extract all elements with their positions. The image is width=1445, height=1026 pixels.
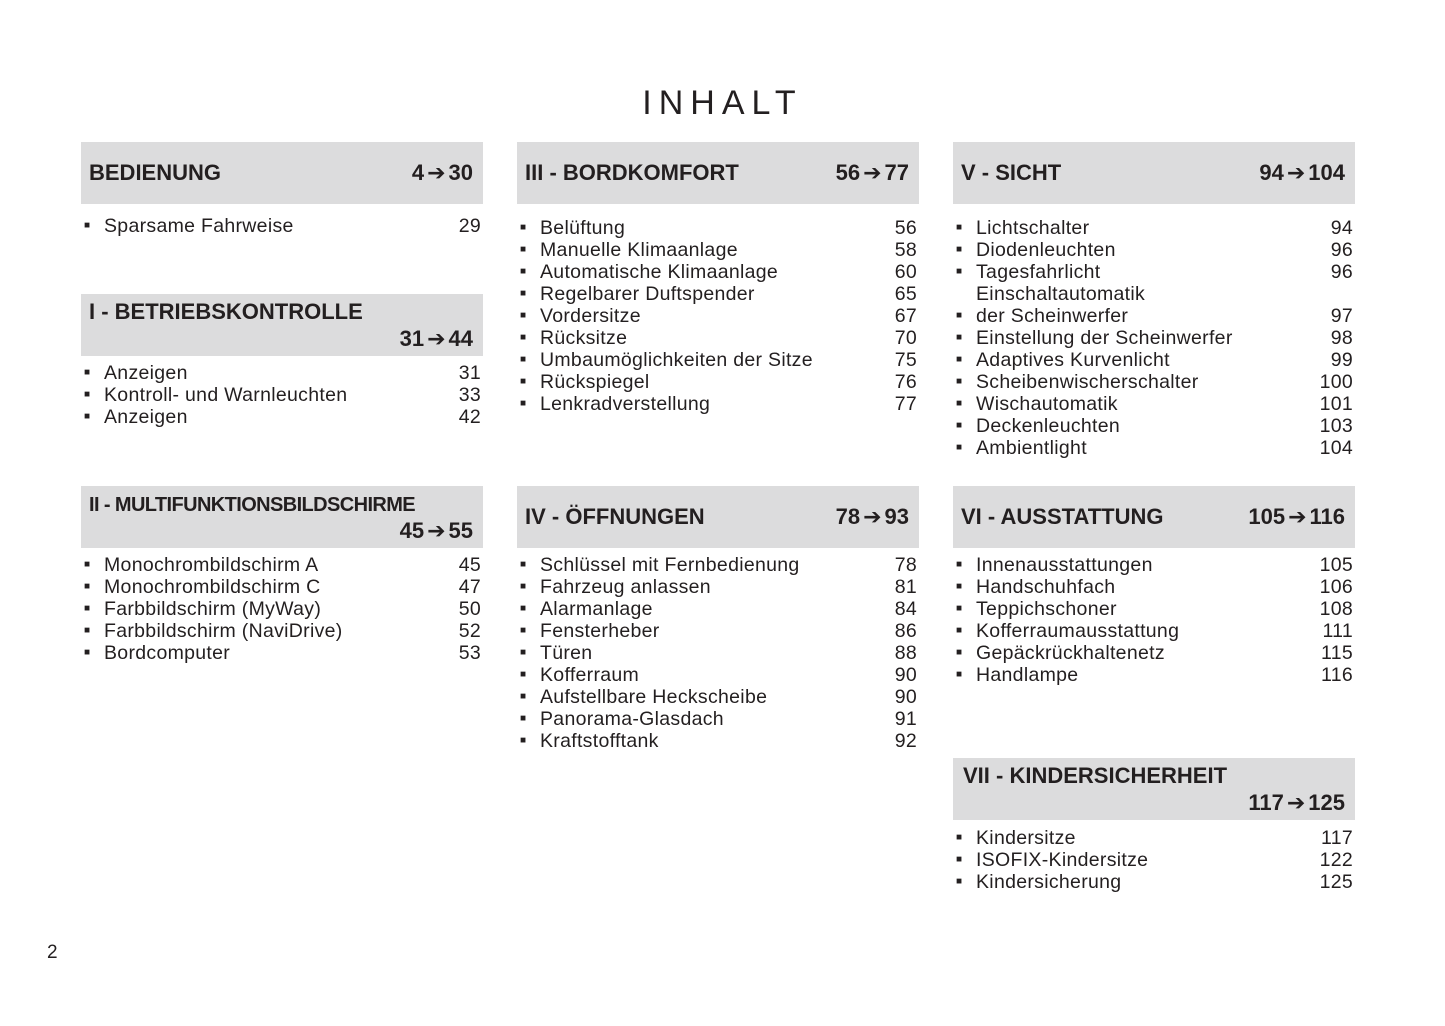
range-to: 44 bbox=[448, 326, 473, 351]
toc-entry-label bbox=[976, 349, 1331, 371]
page-range bbox=[1248, 792, 1345, 814]
toc-entry[interactable] bbox=[953, 393, 1355, 415]
toc-entry-page: 42 bbox=[458, 406, 481, 428]
toc-entry[interactable] bbox=[517, 393, 919, 415]
toc-entry-label-line: Deckenleuchten bbox=[976, 415, 1121, 437]
section-multifunktion bbox=[81, 486, 483, 664]
toc-entry[interactable] bbox=[953, 437, 1355, 459]
toc-entry[interactable] bbox=[953, 827, 1355, 849]
toc-entry-label-line: Adaptives Kurvenlicht bbox=[976, 349, 1170, 371]
bullet-square-icon: ■ bbox=[84, 220, 91, 231]
toc-entry[interactable] bbox=[953, 349, 1355, 371]
section-bedienung bbox=[81, 142, 483, 237]
toc-entry-label bbox=[540, 217, 895, 239]
toc-entry-page: 88 bbox=[894, 642, 917, 664]
page-range bbox=[836, 504, 909, 530]
bullet-square-icon: ■ bbox=[84, 389, 91, 400]
section-header[interactable] bbox=[81, 486, 483, 548]
toc-entry-label-line: Tagesfahrlicht bbox=[976, 261, 1101, 283]
toc-entry-page: 56 bbox=[894, 217, 917, 239]
toc-entry-label-line: Scheibenwischerschalter bbox=[976, 371, 1199, 393]
toc-entry[interactable] bbox=[953, 598, 1355, 620]
bullet-square-icon: ■ bbox=[520, 581, 527, 592]
section-list bbox=[81, 362, 483, 428]
toc-entry[interactable] bbox=[953, 642, 1355, 664]
toc-entry-page: 90 bbox=[894, 664, 917, 686]
toc-entry[interactable] bbox=[517, 620, 919, 642]
toc-entry-label bbox=[104, 362, 459, 384]
toc-entry-label bbox=[540, 554, 895, 576]
section-header[interactable] bbox=[81, 142, 483, 204]
toc-entry-page: 125 bbox=[1319, 871, 1353, 893]
bullet-square-icon: ■ bbox=[956, 854, 963, 865]
toc-entry[interactable] bbox=[517, 239, 919, 261]
toc-entry-page: 122 bbox=[1319, 849, 1353, 871]
toc-entry-label bbox=[976, 327, 1331, 349]
toc-entry-label bbox=[976, 664, 1321, 686]
bullet-square-icon: ■ bbox=[956, 310, 963, 321]
bullet-square-icon: ■ bbox=[520, 310, 527, 321]
toc-entry-label-line: Vordersitze bbox=[540, 305, 641, 327]
bullet-square-icon: ■ bbox=[956, 266, 963, 277]
toc-entry[interactable] bbox=[517, 283, 919, 305]
section-list bbox=[517, 217, 919, 415]
section-header[interactable] bbox=[81, 294, 483, 356]
toc-entry-page: 29 bbox=[458, 215, 481, 237]
arrow-right-icon: ➔ bbox=[863, 160, 882, 185]
toc-entry-page: 53 bbox=[458, 642, 481, 664]
toc-entry-label-line: Monochrombildschirm A bbox=[104, 554, 319, 576]
toc-entry-label bbox=[540, 686, 895, 708]
bullet-square-icon: ■ bbox=[956, 442, 963, 453]
toc-entry-label bbox=[540, 349, 895, 371]
bullet-square-icon: ■ bbox=[520, 266, 527, 277]
bullet-square-icon: ■ bbox=[956, 581, 963, 592]
toc-entry-label-line: Monochrombildschirm C bbox=[104, 576, 321, 598]
toc-entry-label bbox=[976, 261, 1331, 283]
arrow-right-icon: ➔ bbox=[427, 518, 446, 543]
toc-entry-label bbox=[540, 730, 895, 752]
bullet-square-icon: ■ bbox=[520, 398, 527, 409]
toc-entry-page: 92 bbox=[894, 730, 917, 752]
toc-entry[interactable] bbox=[517, 371, 919, 393]
section-title: I - BETRIEBSKONTROLLE bbox=[89, 299, 363, 324]
toc-entry[interactable] bbox=[517, 576, 919, 598]
toc-entry-page: 101 bbox=[1319, 393, 1353, 415]
bullet-square-icon: ■ bbox=[956, 559, 963, 570]
toc-entry-label-line: Belüftung bbox=[540, 217, 626, 239]
toc-entry-page: 99 bbox=[1330, 349, 1353, 371]
page-number: 2 bbox=[47, 942, 58, 963]
toc-entry-label-line: Sparsame Fahrweise bbox=[104, 215, 294, 237]
toc-entry-label-line: Wischautomatik bbox=[976, 393, 1118, 415]
toc-entry-page: 98 bbox=[1330, 327, 1353, 349]
toc-entry-label-line: Aufstellbare Heckscheibe bbox=[540, 686, 768, 708]
section-title: V - SICHT bbox=[961, 160, 1062, 185]
bullet-square-icon: ■ bbox=[84, 559, 91, 570]
arrow-right-icon: ➔ bbox=[427, 160, 446, 185]
toc-entry-label bbox=[976, 415, 1320, 437]
bullet-square-icon: ■ bbox=[956, 669, 963, 680]
section-header[interactable] bbox=[517, 142, 919, 204]
toc-entry-label bbox=[976, 554, 1320, 576]
toc-entry-page: 33 bbox=[458, 384, 481, 406]
toc-entry-label-line: Teppichschoner bbox=[976, 598, 1117, 620]
arrow-right-icon: ➔ bbox=[1286, 790, 1306, 815]
toc-entry-page: 58 bbox=[894, 239, 917, 261]
section-sicht bbox=[953, 142, 1355, 459]
toc-entry-label-line: der Scheinwerfer bbox=[976, 305, 1129, 327]
section-oeffnungen bbox=[517, 486, 919, 752]
toc-entry-label bbox=[976, 576, 1320, 598]
toc-entry-label-line: Farbbildschirm (NaviDrive) bbox=[104, 620, 343, 642]
toc-entry[interactable] bbox=[953, 415, 1355, 437]
toc-entry-page: 105 bbox=[1319, 554, 1353, 576]
toc-entry-page: 75 bbox=[894, 349, 917, 371]
bullet-square-icon: ■ bbox=[520, 735, 527, 746]
toc-entry[interactable] bbox=[953, 283, 1355, 327]
section-title: II - MULTIFUNKTIONSBILDSCHIRME bbox=[89, 494, 416, 516]
bullet-square-icon: ■ bbox=[956, 876, 963, 887]
range-to: 93 bbox=[884, 504, 909, 529]
toc-entry-label bbox=[976, 437, 1320, 459]
toc-entry-label-line: Kofferraum bbox=[540, 664, 640, 686]
toc-entry-label bbox=[540, 708, 895, 730]
range-from: 94 bbox=[1259, 160, 1284, 185]
toc-entry-page: 100 bbox=[1319, 371, 1353, 393]
toc-entry-label-line: Diodenleuchten bbox=[976, 239, 1116, 261]
range-from: 4 bbox=[411, 160, 425, 185]
toc-entry-label bbox=[540, 642, 895, 664]
toc-entry[interactable] bbox=[517, 642, 919, 664]
toc-entry-label-line: Innenausstattungen bbox=[976, 554, 1153, 576]
bullet-square-icon: ■ bbox=[520, 625, 527, 636]
toc-entry-page: 111 bbox=[1322, 620, 1353, 642]
toc-entry-label-line: Kontroll- und Warnleuchten bbox=[104, 384, 348, 406]
toc-entry[interactable] bbox=[953, 664, 1355, 686]
section-title: III - BORDKOMFORT bbox=[525, 160, 739, 185]
section-bordkomfort bbox=[517, 142, 919, 415]
toc-entry-label bbox=[540, 598, 895, 620]
page-range bbox=[836, 160, 909, 186]
section-title: VII - KINDERSICHERHEIT bbox=[963, 763, 1228, 788]
toc-entry-page: 70 bbox=[894, 327, 917, 349]
toc-entry-label bbox=[104, 384, 459, 406]
toc-entry[interactable] bbox=[517, 686, 919, 708]
toc-entry-label bbox=[104, 554, 459, 576]
toc-entry-page: 76 bbox=[894, 371, 917, 393]
bullet-square-icon: ■ bbox=[520, 647, 527, 658]
toc-entry[interactable] bbox=[81, 384, 483, 406]
toc-entry-label-line: Fensterheber bbox=[540, 620, 660, 642]
toc-entry-label-line: Anzeigen bbox=[104, 406, 188, 428]
bullet-square-icon: ■ bbox=[520, 691, 527, 702]
bullet-square-icon: ■ bbox=[956, 420, 963, 431]
arrow-right-icon: ➔ bbox=[427, 326, 446, 351]
toc-entry-label bbox=[976, 283, 1331, 327]
toc-entry-label-line: Fahrzeug anlassen bbox=[540, 576, 711, 598]
toc-entry-label-line: Lenkradverstellung bbox=[540, 393, 711, 415]
range-from: 56 bbox=[835, 160, 861, 185]
bullet-square-icon: ■ bbox=[956, 832, 963, 843]
toc-entry-page: 60 bbox=[894, 261, 917, 283]
toc-entry[interactable] bbox=[953, 261, 1355, 283]
section-header[interactable] bbox=[953, 486, 1355, 548]
toc-entry-page: 96 bbox=[1330, 261, 1353, 283]
page-range bbox=[400, 520, 473, 542]
toc-entry-page: 104 bbox=[1319, 437, 1353, 459]
range-from: 31 bbox=[399, 326, 425, 351]
arrow-right-icon: ➔ bbox=[1288, 504, 1307, 529]
toc-entry-label bbox=[976, 849, 1320, 871]
toc-entry-page: 115 bbox=[1321, 642, 1353, 664]
toc-entry-label bbox=[540, 283, 895, 305]
range-from: 105 bbox=[1248, 504, 1286, 529]
page-range bbox=[400, 328, 473, 350]
toc-entry-label bbox=[540, 371, 895, 393]
toc-entry[interactable] bbox=[517, 305, 919, 327]
toc-entry-label bbox=[540, 261, 895, 283]
bullet-square-icon: ■ bbox=[956, 354, 963, 365]
toc-entry[interactable] bbox=[81, 642, 483, 664]
toc-entry[interactable] bbox=[953, 849, 1355, 871]
range-from: 117 bbox=[1248, 790, 1284, 815]
bullet-square-icon: ■ bbox=[956, 244, 963, 255]
range-to: 77 bbox=[884, 160, 909, 185]
range-to: 30 bbox=[448, 160, 473, 185]
toc-entry-label-line: Kindersicherung bbox=[976, 871, 1122, 893]
bullet-square-icon: ■ bbox=[520, 559, 527, 570]
bullet-square-icon: ■ bbox=[520, 713, 527, 724]
section-betriebskontrolle bbox=[81, 294, 483, 428]
toc-entry-label-line: Handlampe bbox=[976, 664, 1079, 686]
range-to: 125 bbox=[1308, 790, 1345, 815]
toc-entry-label bbox=[104, 620, 459, 642]
bullet-square-icon: ■ bbox=[84, 367, 91, 378]
section-list bbox=[953, 827, 1355, 893]
toc-entry-label bbox=[104, 215, 459, 237]
toc-entry-label-line: Anzeigen bbox=[104, 362, 188, 384]
section-header[interactable] bbox=[517, 486, 919, 548]
toc-entry-page: 47 bbox=[458, 576, 481, 598]
toc-entry[interactable] bbox=[953, 371, 1355, 393]
page-range bbox=[1248, 504, 1345, 530]
bullet-square-icon: ■ bbox=[520, 603, 527, 614]
toc-entry-label-line: Umbaumöglichkeiten der Sitze bbox=[540, 349, 813, 371]
toc-entry-label-line: ISOFIX-Kindersitze bbox=[976, 849, 1149, 871]
arrow-right-icon: ➔ bbox=[863, 504, 882, 529]
bullet-square-icon: ■ bbox=[956, 625, 963, 636]
toc-entry-label-line: Schlüssel mit Fernbedienung bbox=[540, 554, 800, 576]
toc-entry-label bbox=[976, 827, 1321, 849]
toc-entry-page: 96 bbox=[1330, 239, 1353, 261]
toc-entry-label bbox=[976, 598, 1320, 620]
toc-entry-page: 103 bbox=[1319, 415, 1353, 437]
toc-entry-label-line: Kraftstofftank bbox=[540, 730, 659, 752]
toc-entry-label-line: Einstellung der Scheinwerfer bbox=[976, 327, 1233, 349]
toc-entry-page: 116 bbox=[1321, 664, 1353, 686]
toc-entry[interactable] bbox=[953, 576, 1355, 598]
arrow-right-icon: ➔ bbox=[1286, 160, 1306, 185]
section-header[interactable] bbox=[953, 142, 1355, 204]
toc-entry[interactable] bbox=[81, 554, 483, 576]
page-range bbox=[1259, 160, 1345, 186]
toc-entry-page: 117 bbox=[1321, 827, 1353, 849]
bullet-square-icon: ■ bbox=[520, 376, 527, 387]
bullet-square-icon: ■ bbox=[84, 581, 91, 592]
toc-entry-label-line: Türen bbox=[540, 642, 593, 664]
toc-entry[interactable] bbox=[953, 327, 1355, 349]
toc-entry[interactable] bbox=[953, 554, 1355, 576]
range-from: 78 bbox=[835, 504, 861, 529]
range-to: 116 bbox=[1309, 504, 1345, 529]
toc-entry[interactable] bbox=[953, 217, 1355, 239]
toc-entry-label-line: Kofferraumausstattung bbox=[976, 620, 1180, 642]
section-list bbox=[81, 554, 483, 664]
section-list bbox=[953, 217, 1355, 459]
toc-entry-page: 78 bbox=[894, 554, 917, 576]
toc-entry[interactable] bbox=[953, 239, 1355, 261]
range-to: 55 bbox=[448, 518, 473, 543]
bullet-square-icon: ■ bbox=[84, 411, 91, 422]
toc-entry-label bbox=[976, 239, 1331, 261]
toc-entry-page: 108 bbox=[1319, 598, 1353, 620]
toc-entry-page: 97 bbox=[1330, 305, 1353, 327]
toc-entry-label-line: Bordcomputer bbox=[104, 642, 231, 664]
section-list bbox=[517, 554, 919, 752]
toc-entry-label-line: Ambientlight bbox=[976, 437, 1087, 459]
toc-entry-label bbox=[976, 642, 1321, 664]
toc-entry-label-line: Farbbildschirm (MyWay) bbox=[104, 598, 322, 620]
toc-entry-label bbox=[540, 620, 895, 642]
toc-entry[interactable] bbox=[953, 620, 1355, 642]
section-list bbox=[81, 215, 483, 237]
toc-entry-page: 77 bbox=[894, 393, 917, 415]
toc-entry[interactable] bbox=[81, 576, 483, 598]
toc-entry-label-line: Rückspiegel bbox=[540, 371, 650, 393]
toc-entry-label-line: Gepäckrückhaltenetz bbox=[976, 642, 1165, 664]
toc-entry[interactable] bbox=[517, 261, 919, 283]
toc-entry-page: 45 bbox=[458, 554, 481, 576]
toc-entry-label-line: Manuelle Klimaanlage bbox=[540, 239, 738, 261]
toc-entry-label bbox=[976, 620, 1322, 642]
toc-entry[interactable] bbox=[517, 349, 919, 371]
bullet-square-icon: ■ bbox=[520, 354, 527, 365]
toc-entry-page: 106 bbox=[1319, 576, 1353, 598]
toc-entry[interactable] bbox=[517, 730, 919, 752]
bullet-square-icon: ■ bbox=[84, 625, 91, 636]
bullet-square-icon: ■ bbox=[520, 288, 527, 299]
range-from: 45 bbox=[399, 518, 425, 543]
toc-entry[interactable] bbox=[81, 598, 483, 620]
section-ausstattung bbox=[953, 486, 1355, 686]
toc-entry[interactable] bbox=[81, 406, 483, 428]
section-title: VI - AUSSTATTUNG bbox=[961, 504, 1164, 529]
toc-entry-page: 84 bbox=[894, 598, 917, 620]
toc-entry-label-line: Alarmanlage bbox=[540, 598, 653, 620]
toc-entry-page: 52 bbox=[458, 620, 481, 642]
toc-entry-label-line: Handschuhfach bbox=[976, 576, 1116, 598]
toc-entry-label bbox=[540, 576, 895, 598]
toc-entry-label-line: Rücksitze bbox=[540, 327, 628, 349]
toc-entry-label bbox=[540, 327, 895, 349]
toc-entry-label-line: Automatische Klimaanlage bbox=[540, 261, 779, 283]
bullet-square-icon: ■ bbox=[956, 398, 963, 409]
bullet-square-icon: ■ bbox=[956, 222, 963, 233]
toc-entry-page: 91 bbox=[894, 708, 917, 730]
toc-entry-label bbox=[540, 305, 895, 327]
toc-entry-label bbox=[540, 664, 895, 686]
toc-entry[interactable] bbox=[517, 217, 919, 239]
section-list bbox=[953, 554, 1355, 686]
toc-entry-page: 31 bbox=[458, 362, 481, 384]
page-title: INHALT bbox=[642, 84, 803, 122]
toc-entry-label bbox=[976, 371, 1320, 393]
section-kindersicherheit bbox=[953, 758, 1355, 893]
toc-entry-label bbox=[976, 871, 1320, 893]
toc-entry-label bbox=[104, 406, 459, 428]
toc-entry[interactable] bbox=[517, 554, 919, 576]
page-range bbox=[412, 160, 473, 186]
section-title: BEDIENUNG bbox=[89, 160, 222, 185]
toc-entry-page: 90 bbox=[894, 686, 917, 708]
section-header[interactable] bbox=[953, 758, 1355, 820]
bullet-square-icon: ■ bbox=[956, 647, 963, 658]
toc-entry[interactable] bbox=[517, 327, 919, 349]
toc-entry-page: 50 bbox=[458, 598, 481, 620]
bullet-square-icon: ■ bbox=[84, 603, 91, 614]
bullet-square-icon: ■ bbox=[520, 332, 527, 343]
toc-entry[interactable] bbox=[517, 598, 919, 620]
toc-entry-label-line: Kindersitze bbox=[976, 827, 1076, 849]
bullet-square-icon: ■ bbox=[520, 669, 527, 680]
toc-entry[interactable] bbox=[81, 620, 483, 642]
bullet-square-icon: ■ bbox=[520, 244, 527, 255]
toc-entry-label bbox=[104, 598, 459, 620]
toc-entry-label bbox=[540, 239, 895, 261]
bullet-square-icon: ■ bbox=[956, 376, 963, 387]
toc-entry[interactable] bbox=[517, 664, 919, 686]
toc-entry-label bbox=[104, 642, 459, 664]
toc-entry-page: 67 bbox=[894, 305, 917, 327]
toc-entry-label-line: Regelbarer Duftspender bbox=[540, 283, 755, 305]
toc-entry-label-line: Lichtschalter bbox=[976, 217, 1090, 239]
bullet-square-icon: ■ bbox=[956, 603, 963, 614]
toc-entry[interactable] bbox=[81, 215, 483, 237]
toc-entry[interactable] bbox=[81, 362, 483, 384]
toc-entry[interactable] bbox=[517, 708, 919, 730]
toc-entry-page: 86 bbox=[894, 620, 917, 642]
bullet-square-icon: ■ bbox=[84, 647, 91, 658]
bullet-square-icon: ■ bbox=[520, 222, 527, 233]
toc-entry-page: 81 bbox=[894, 576, 917, 598]
toc-entry-label bbox=[104, 576, 459, 598]
toc-entry-label-line: Einschaltautomatik bbox=[976, 283, 1146, 305]
toc-entry-label bbox=[976, 393, 1320, 415]
toc-entry-label-line: Panorama-Glasdach bbox=[540, 708, 724, 730]
toc-entry-label bbox=[540, 393, 895, 415]
toc-entry-page: 94 bbox=[1330, 217, 1353, 239]
toc-entry-label bbox=[976, 217, 1331, 239]
range-to: 104 bbox=[1308, 160, 1345, 185]
section-title: IV - ÖFFNUNGEN bbox=[525, 504, 705, 529]
bullet-square-icon: ■ bbox=[956, 332, 963, 343]
toc-entry[interactable] bbox=[953, 871, 1355, 893]
toc-entry-page: 65 bbox=[894, 283, 917, 305]
